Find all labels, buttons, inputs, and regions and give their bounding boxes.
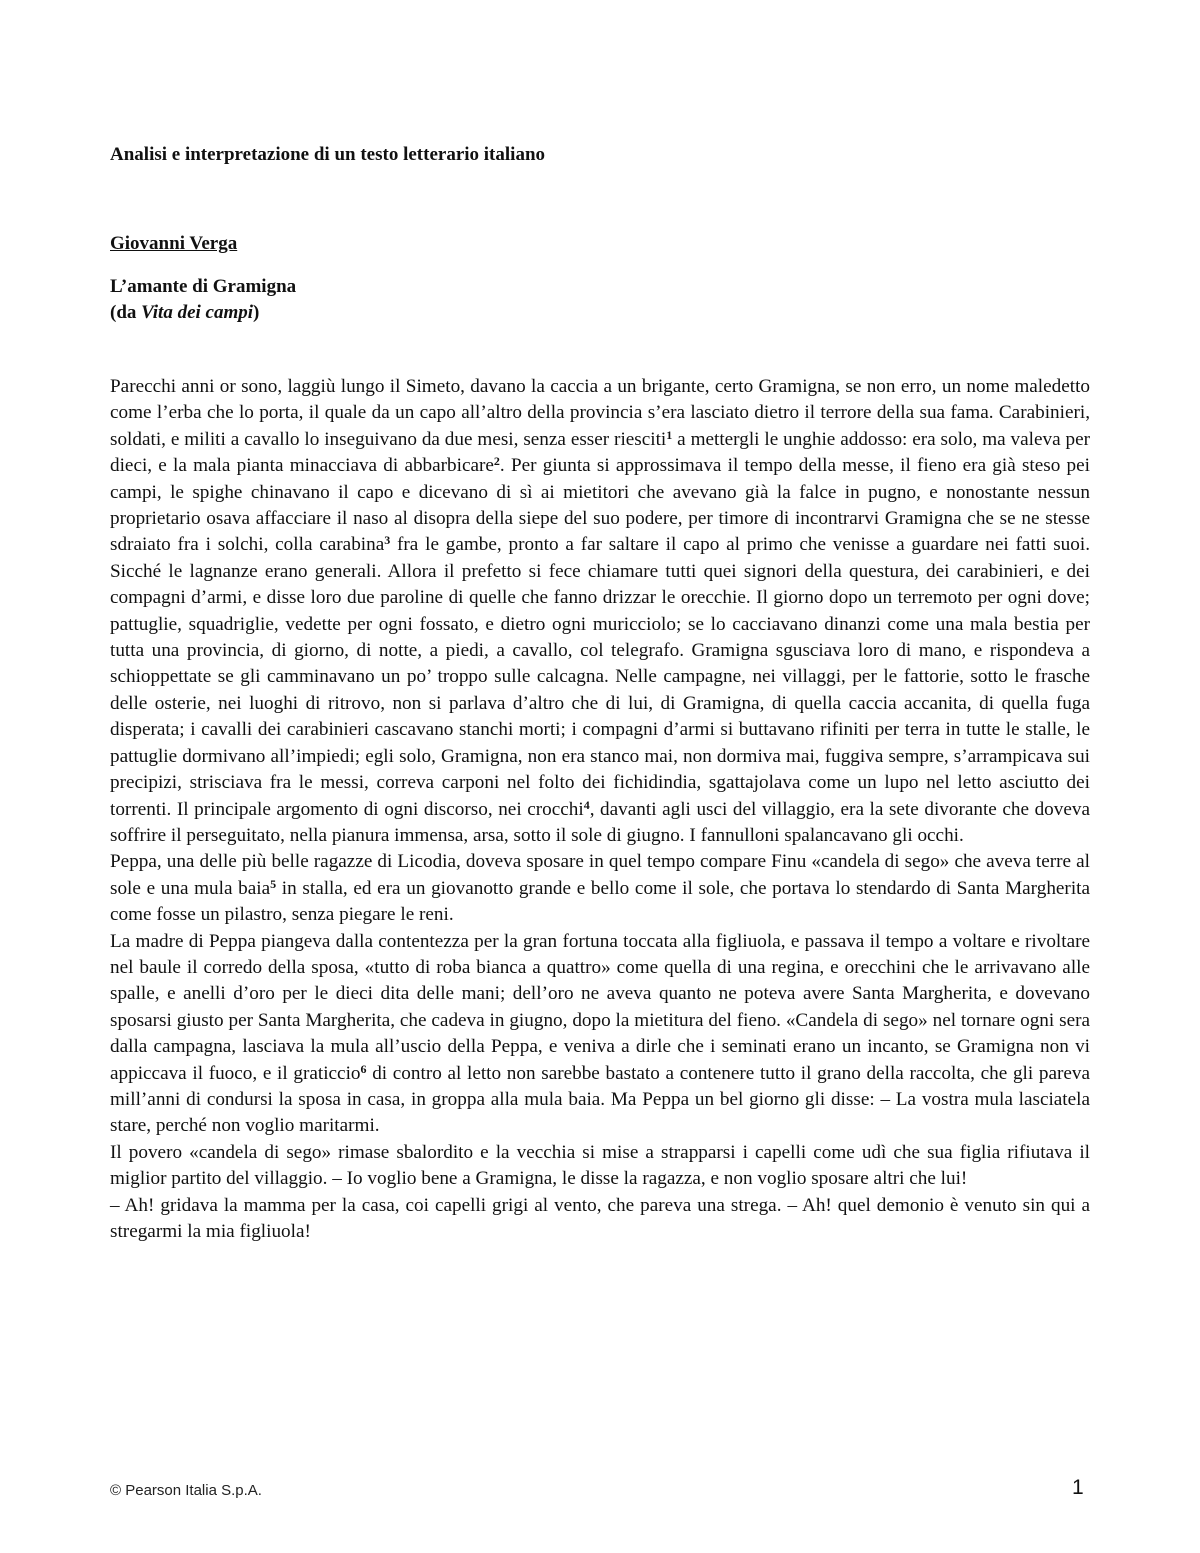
source-suffix: ): [253, 302, 260, 323]
paragraph-2: [110, 849, 1090, 928]
footnote-ref-4: 4: [583, 797, 590, 812]
text-run: fra le gambe, pronto a far saltare il capo al primo che venisse a guardare nei fatti suoi. Sicché le lagnanze erano generali. Allora il prefetto si fece chiamare tutti quei signori della questura, dei carabinieri, e dei compagni d’armi, e disse loro due paroline di quelle che fanno drizzar le orecchie. Il giorno dopo un terremoto per ogni dove; pattuglie, squadriglie, vedette per ogni fossato, e dietro ogni muricciolo; se lo cacciavano dinanzi come una mala bestia per tutta una provincia, di giorno, di notte, a piedi, a cavallo, col telegrafo. Gramigna sgusciava loro di mano, e rispondeva a schioppettate se gli camminavano un po’ troppo sulle calcagna. Nelle campagne, nei villaggi, per le fattorie, sotto le frasche delle osterie, nei luoghi di ritrovo, non si parlava d’altro che di lui, di Gramigna, di quella caccia accanita, di quella fuga disperata; i cavalli dei carabinieri cascavano stanchi morti; i compagni d’armi si buttavano rifiniti per terra in tutte le stalle, le pattuglie dormivano all’impiedi; egli solo, Gramigna, non era stanco mai, non dormiva mai, fuggiva sempre, s’arrampicava sui precipizi, strisciava fra le messi, correva carponi nel folto dei fichidindia, sgattajolava come un lupo nel letto asciutto dei torrenti. Il principale argomento di ogni discorso, nei crocchi: [110, 534, 1090, 820]
text-run: in stalla, ed era un giovanotto grande e bello come il sole, che portava lo stendardo di Santa Margherita come fosse un pilastro, senza piegare le reni.: [110, 877, 1091, 926]
paragraph-5: – Ah! gridava la mamma per la casa, coi capelli grigi al vento, che pareva una strega. – Ah! quel demonio è venuto sin qui a stregarmi la mia figliuola!: [110, 1194, 1090, 1242]
body-text: [110, 374, 1090, 1245]
work-source: [110, 300, 259, 326]
paragraph-1: [110, 374, 1090, 849]
text-run: La madre di Peppa piangeva dalla contentezza per la gran fortuna toccata alla figliuola, e passava il tempo a voltare e rivoltare nel baule il corredo della sposa, «tutto di roba bianca a quattro» come quella di una regina, e orecchini che le arrivavano alle spalle, e anelli d’oro per le dieci dita delle mani; dell’oro ne aveva quanto ne poteva avere Santa Margherita, e dovevano sposarsi giusto per Santa Margherita, che cadeva in giugno, dopo la mietitura del fieno. «Candela di sego» nel tornare ogni sera dalla campagna, lasciava la mula all’uscio della Peppa, e veniva a dirle che i seminati erano un incanto, se Gramigna non vi appiccava il fuoco, e il graticcio: [110, 930, 1090, 1084]
paragraph-3: [110, 929, 1090, 1140]
source-collection-title: Vita dei campi: [141, 302, 254, 323]
source-prefix: (da: [110, 302, 142, 323]
footnote-ref-2: 2: [493, 454, 500, 469]
paragraph-4: Il povero «candela di sego» rimase sbalordito e la vecchia si mise a strapparsi i capelli come udì che sua figlia rifiutava il miglior partito del villaggio. – Io voglio bene a Gramigna, le disse la ragazza, e non voglio sposare altri che lui!: [110, 1141, 1090, 1190]
footer-copyright: © Pearson Italia S.p.A.: [110, 1482, 262, 1499]
text-run: . Per giunta si approssimava il tempo della messe, il fieno era già steso pei campi, le spighe chinavano il capo e dicevano di sì ai mietitori che avevano già la falce in pugno, e nonostante nessun proprietario osava affacciare il naso al disopra della siepe del suo podere, per timore di incontrarvi Gramigna che se ne stesse sdraiato fra i solchi, colla carabina: [110, 455, 1091, 556]
text-run: Parecchi anni or sono, laggiù lungo il Simeto, davano la caccia a un brigante, certo Gramigna, se non erro, un nome maledetto come l’erba che lo porta, il quale da un capo all’altro della provincia s’era lasciato dietro il terrore della sua fama. Carabinieri, soldati, e militi a cavallo lo inseguivano da due mesi, senza esser riesciti: [110, 376, 1090, 450]
author-name: Giovanni Verga: [110, 233, 238, 254]
text-run: , davanti agli usci del villaggio, era la sete divorante che doveva soffrire il perseguitato, nella pianura immensa, arsa, sotto il sole di giugno. I fannulloni spalancavano gli occhi.: [110, 798, 1090, 846]
footnote-ref-6: 6: [360, 1061, 367, 1076]
document-heading: Analisi e interpretazione di un testo letterario italiano: [110, 144, 546, 165]
text-run: a mettergli le unghie addosso: era solo, ma valeva per dieci, e la mala pianta minacciava di abbarbicare: [110, 428, 1091, 477]
footnote-ref-5: 5: [270, 876, 277, 891]
footnote-ref-3: 3: [384, 533, 391, 548]
page-number: 1: [1072, 1476, 1084, 1499]
text-run: di contro al letto non sarebbe bastato a contenere tutto il grano della raccolta, che gli pareva mill’anni di condursi la sposa in casa, in groppa alla mula baia. Ma Peppa un bel giorno gli disse: – La vostra mula lasciatela stare, perché non voglio maritarmi.: [110, 1062, 1090, 1137]
work-title: L’amante di Gramigna: [110, 276, 297, 297]
footnote-ref-1: 1: [666, 427, 673, 442]
text-run: Peppa, una delle più belle ragazze di Licodia, doveva sposare in quel tempo compare Finu «candela di sego» che aveva terre al sole e una mula baia: [110, 851, 1090, 899]
